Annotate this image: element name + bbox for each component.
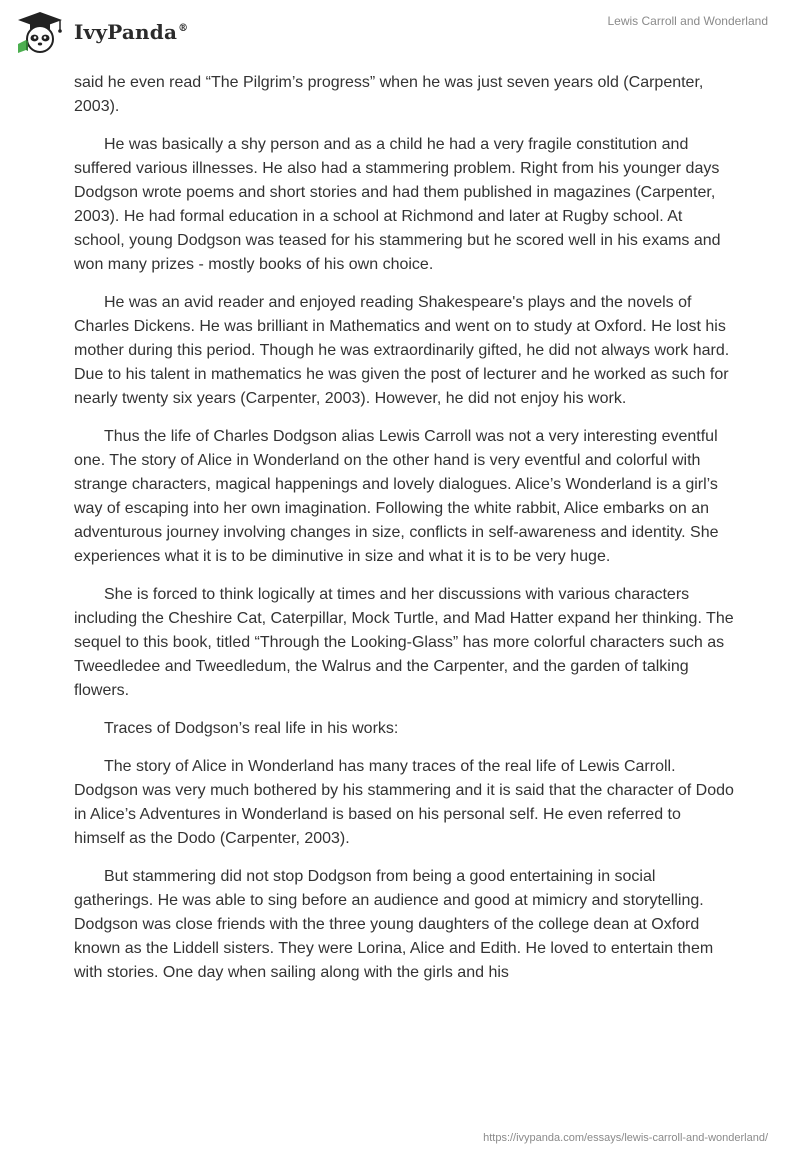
source-url[interactable]: https://ivypanda.com/essays/lewis-carroll-and-wonderland/ (483, 1132, 768, 1144)
essay-body (74, 71, 734, 999)
page-header (0, 0, 800, 64)
paragraph: But stammering did not stop Dodgson from being a good entertaining in social gatherings. He was able to sing before an audience and good at mimicry and storytelling. Dodgson was close friends with the three young daughters of the college dean at Oxford known as the Liddell sisters. They were Lorina, Alice and Edith. He loved to entertain them with stories. One day when sailing along with the girls and his (74, 868, 714, 981)
document-title: Lewis Carroll and Wonderland (607, 14, 768, 28)
paragraph: He was basically a shy person and as a child he had a very fragile constitution and suffered various illnesses. He also had a stammering problem. Right from his younger days Dodgson wrote poems and short stories and had them published in magazines (Carpenter, 2003). He had formal education in a school at Richmond and later at Rugby school. At school, young Dodgson was teased for his stammering but he scored well in his exams and won many prizes - mostly books of his own choice. (74, 136, 721, 273)
panda-graduate-icon (14, 10, 66, 54)
paragraph: He was an avid reader and enjoyed reading Shakespeare's plays and the novels of Charles Dickens. He was brilliant in Mathematics and went on to study at Oxford. He lost his mother during this period. Though he was extraordinarily gifted, he did not always work hard. Due to his talent in mathematics he was given the post of lecturer and he worked as such for nearly twenty six years (Carpenter, 2003). However, he did not enjoy his work. (74, 294, 730, 407)
paragraph: said he even read “The Pilgrim’s progress” when he was just seven years old (Carpenter, 2003). (74, 74, 704, 115)
brand-name: IvyPanda® (74, 20, 189, 44)
paragraph: She is forced to think logically at times and her discussions with various characters including the Cheshire Cat, Caterpillar, Mock Turtle, and Mad Hatter expand her thinking. The sequel to this book, titled “Through the Looking-Glass” has more colorful characters such as Tweedledee and Tweedledum, the Walrus and the Carpenter, and the garden of talking flowers. (74, 586, 734, 699)
section-heading: Traces of Dodgson’s real life in his works: (104, 720, 399, 737)
paragraph: Thus the life of Charles Dodgson alias Lewis Carroll was not a very interesting eventful one. The story of Alice in Wonderland on the other hand is very eventful and colorful with strange characters, magical happenings and lovely dialogues. Alice’s Wonderland is a girl’s way of escaping into her own imagination. Following the white rabbit, Alice embarks on an adventurous journey involving changes in size, conflicts in self-awareness and identity. She experiences what it is to be diminutive in size and what it is to be very huge. (74, 428, 719, 565)
paragraph: The story of Alice in Wonderland has many traces of the real life of Lewis Carroll. Dodgson was very much bothered by his stammering and it is said that the character of Dodo in Alice’s Adventures in Wonderland is based on his personal self. He even referred to himself as the Dodo (Carpenter, 2003). (74, 758, 734, 847)
brand-logo[interactable] (14, 10, 188, 54)
